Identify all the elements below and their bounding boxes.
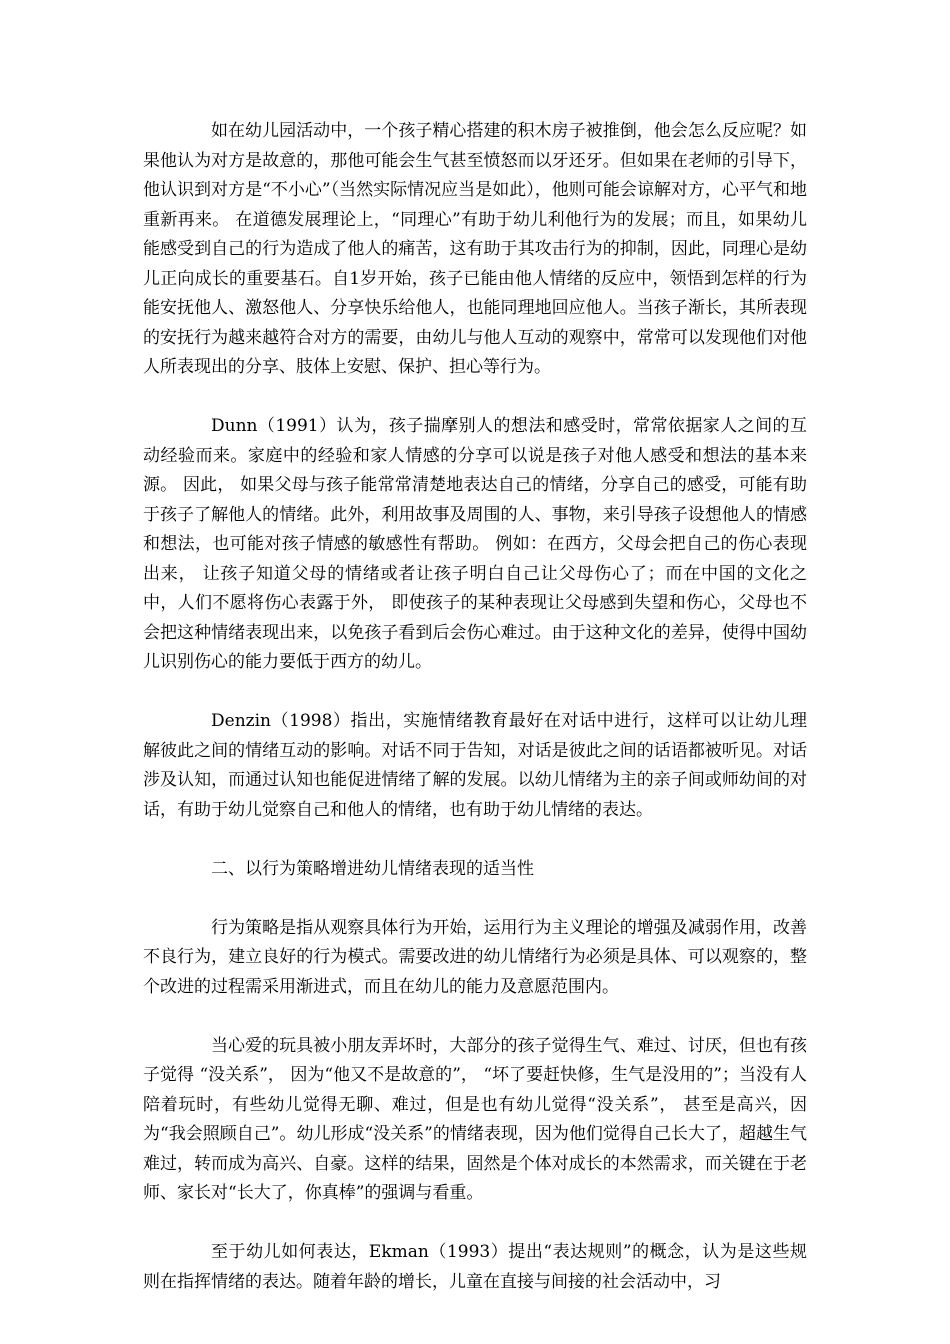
paragraph-dunn: Dunn（1991）认为，孩子揣摩别人的想法和感受时，常常依据家人之间的互动经验而来。家庭中的经验和家人情感的分享可以说是孩子对他人感受和想法的基本来源。 因此， 如果父母与孩子能常常清楚地表达自己的情绪，分享自己的感受，可能有助于孩子了解他人的情绪。此外，利用故事及周围的人、事物，来引导孩子设想他人的情感和想法，也可能对孩子情感的敏感性有帮助。 例如：在西方，父母会把自己的伤心表现出来， 让孩子知道父母的情绪或者让孩子明白自己让父母伤心了；而在中国的文化之中，人们不愿将伤心表露于外， 即使孩子的某种表现让父母感到失望和伤心，父母也不会把这种情绪表现出来，以免孩子看到后会伤心难过。由于这种文化的差异，使得中国幼儿识别伤心的能力要低于西方的幼儿。: [143, 416, 807, 672]
document-page: [143, 117, 807, 1297]
paragraph-empathy: 如在幼儿园活动中，一个孩子精心搭建的积木房子被推倒，他会怎么反应呢？如果他认为对方是故意的，那他可能会生气甚至愤怒而以牙还牙。但如果在老师的引导下，他认识到对方是“不小心”（当然实际情况应当是如此），他则可能会谅解对方，心平气和地重新再来。 在道德发展理论上，“同理心”有助于幼儿利他行为的发展；而且，如果幼儿能感受到自己的行为造成了他人的痛苦，这有助于其攻击行为的抑制，因此，同理心是幼儿正向成长的重要基石。自1岁开始，孩子已能由他人情绪的反应中，领悟到怎样的行为能安抚他人、激怒他人、分享快乐给他人，也能同理地回应他人。当孩子渐长，其所表现的安抚行为越来越符合对方的需要，由幼儿与他人互动的观察中，常常可以发现他们对他人所表现出的分享、肢体上安慰、保护、担心等行为。: [143, 121, 807, 377]
paragraph-denzin: Denzin（1998）指出，实施情绪教育最好在对话中进行，这样可以让幼儿理解彼此之间的情绪互动的影响。对话不同于告知，对话是彼此之间的话语都被听见。对话涉及认知，而通过认知也能促进情绪了解的发展。以幼儿情绪为主的亲子间或师幼间的对话，有助于幼儿觉察自己和他人的情绪，也有助于幼儿情绪的表达。: [143, 711, 807, 820]
paragraph-toy-example: 当心爱的玩具被小朋友弄坏时，大部分的孩子觉得生气、难过、讨厌，但也有孩子觉得 “没关系”， 因为“他又不是故意的”， “坏了要赶快修，生气是没用的”；当没有人陪着玩时，有些幼儿觉得无聊、难过，但是也有幼儿觉得“没关系”， 甚至是高兴，因为“我会照顾自己”。幼儿形成“没关系”的情绪表现，因为他们觉得自己长大了，超越生气难过，转而成为高兴、自豪。这样的结果，固然是个体对成长的本然需求，而关键在于老师、家长对“长大了，你真棒”的强调与看重。: [143, 1035, 807, 1203]
paragraph-behavior-strategy: 行为策略是指从观察具体行为开始，运用行为主义理论的增强及减弱作用，改善不良行为，建立良好的行为模式。需要改进的幼儿情绪行为必须是具体、可以观察的，整个改进的过程需采用渐进式，而且在幼儿的能力及意愿范围内。: [143, 917, 807, 997]
section-heading: 二、以行为策略增进幼儿情绪表现的适当性: [211, 858, 534, 879]
paragraph-ekman: 至于幼儿如何表达，Ekman（1993）提出“表达规则”的概念，认为是这些规则在指挥情绪的表达。随着年龄的增长，儿童在直接与间接的社会活动中，习: [143, 1242, 807, 1292]
